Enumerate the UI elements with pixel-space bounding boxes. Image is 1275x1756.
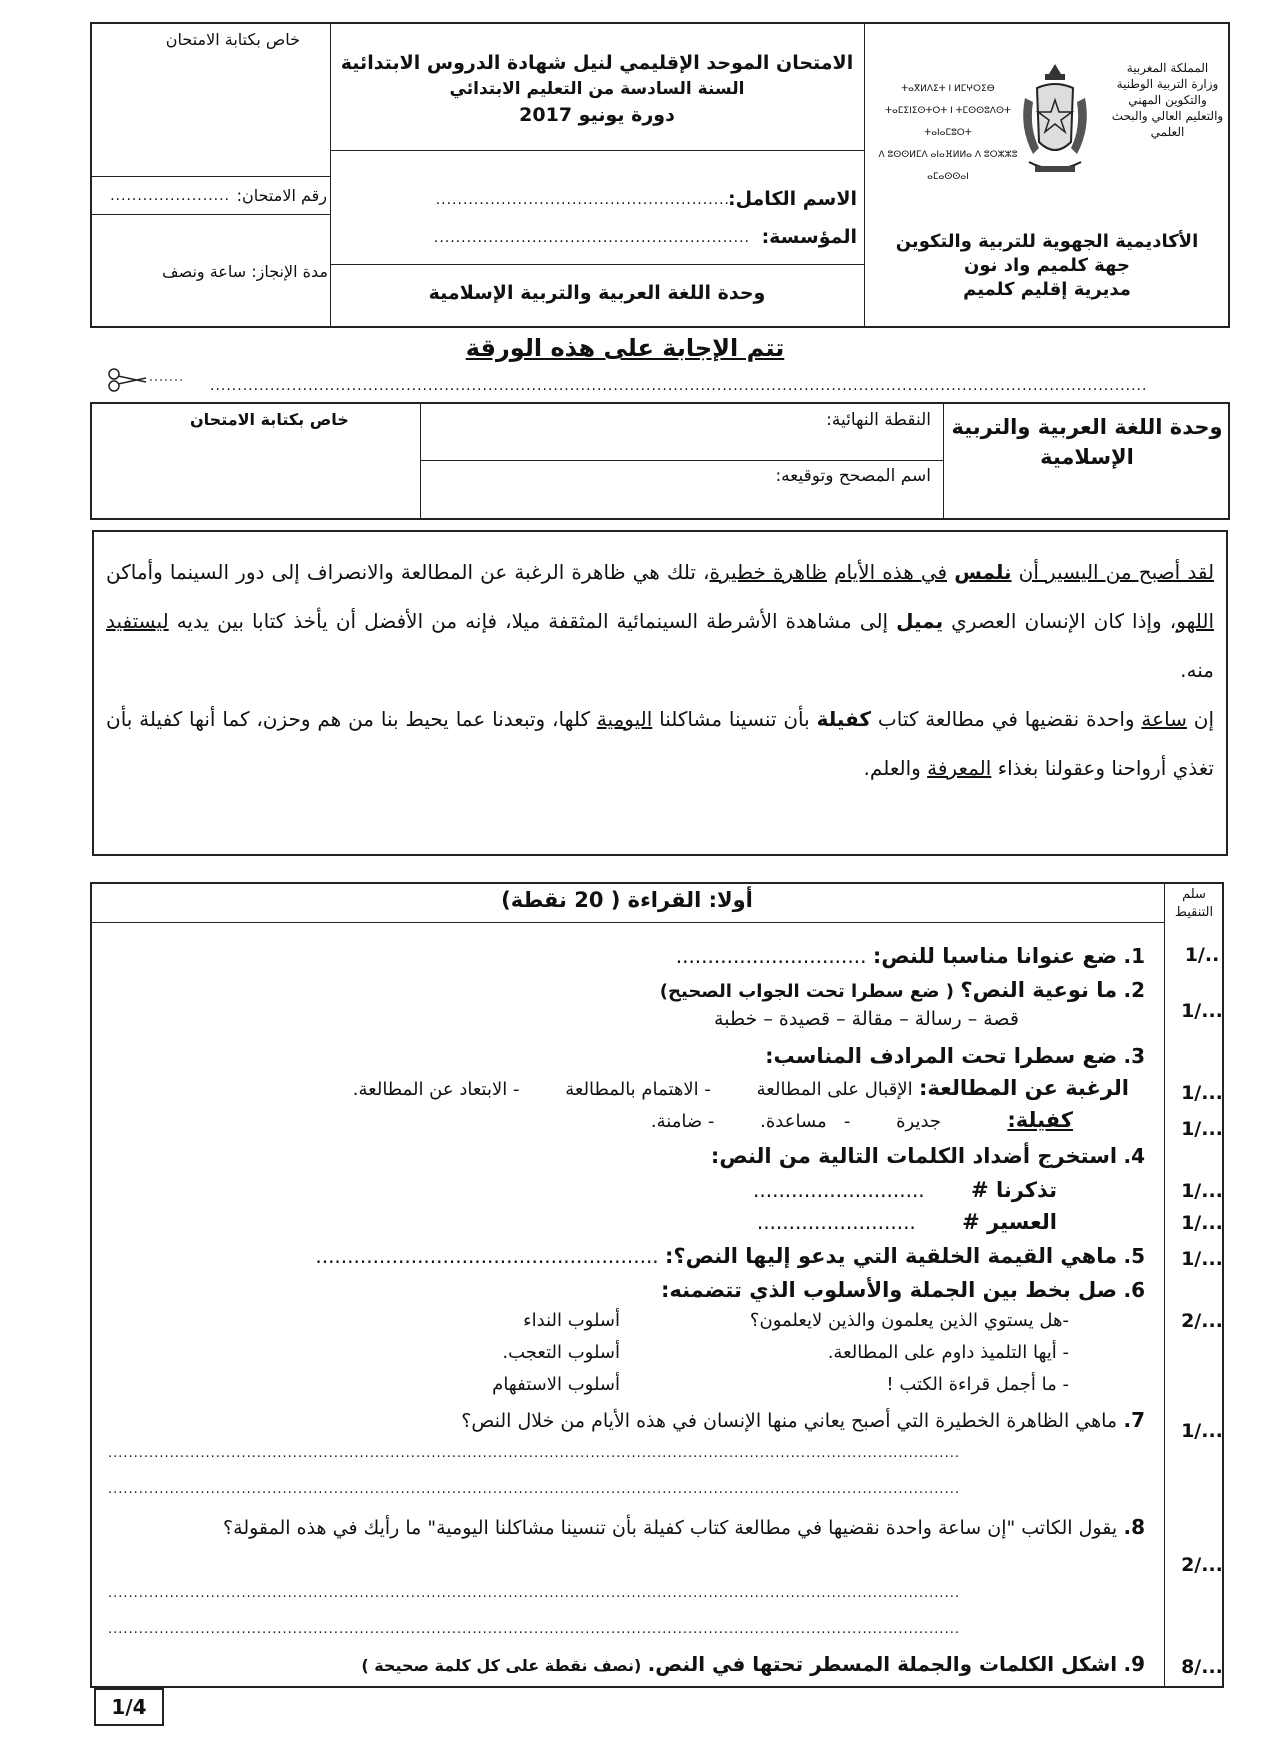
match-style-1[interactable]: أسلوب النداء <box>523 1310 620 1331</box>
text-run: ظاهرة خطيرة <box>709 560 828 584</box>
question-number: 8. <box>1123 1515 1145 1539</box>
answer-field[interactable]: ......................... <box>756 1210 916 1234</box>
grading-unit: وحدة اللغة العربية والتربية الإسلامية <box>951 415 1223 469</box>
text-run: بأن تنسينا مشاكلنا <box>659 707 810 731</box>
school-field[interactable]: .......................................................... <box>433 230 750 246</box>
academy-block <box>866 230 1228 302</box>
paragraph-2 <box>106 695 1214 793</box>
match-sentence-3[interactable]: - ما أجمل قراءة الكتب ! <box>886 1374 1069 1395</box>
text-run: اللهو <box>1176 609 1215 633</box>
unit-title: وحدة اللغة العربية والتربية الإسلامية <box>428 282 766 304</box>
synonym-options[interactable]: الإقبال على المطالعة - الاهتمام بالمطالعة - الابتعاد عن المطالعة. <box>352 1079 913 1100</box>
text-run: واحدة نقضيها في مطالعة كتاب <box>877 707 1135 731</box>
text-run: ، وإذا كان الإنسان العصري <box>951 609 1177 633</box>
score-3b[interactable]: 1/... <box>1181 1118 1223 1140</box>
ministry-line: والتكوين المهني <box>1128 93 1207 107</box>
question-1 <box>676 944 1145 968</box>
antonym-word: العسير # <box>962 1210 1057 1234</box>
text-run: نلمس <box>954 560 1012 584</box>
answer-field[interactable]: .............................. <box>675 944 867 968</box>
region-name: جهة كلميم واد نون <box>964 255 1130 276</box>
question-3 <box>765 1044 1145 1068</box>
tifinagh-line: ⵜⴰⵎⵉⵏⵉⵙⵜⵔⵜ ⵏ ⵜⵎⵙⵙⵓⴷⵙⵜ <box>885 106 1011 116</box>
text-run: يميل <box>896 609 944 633</box>
question-9 <box>361 1652 1145 1676</box>
score-8[interactable]: 2/... <box>1181 1554 1223 1576</box>
match-sentence-2[interactable]: - أيها التلميذ داوم على المطالعة. <box>827 1342 1069 1363</box>
match-style-3[interactable]: أسلوب الاستفهام <box>492 1374 620 1395</box>
question-text: ضع عنوانا مناسبا للنص: <box>872 944 1118 968</box>
question-7 <box>461 1408 1145 1432</box>
question-text: استخرج أضداد الكلمات التالية من النص: <box>710 1144 1118 1168</box>
synonym-row-a <box>353 1076 1129 1100</box>
ministry-line: المملكة المغربية <box>1126 61 1209 75</box>
text-run: لقد أصبح من اليسير أن <box>1018 560 1215 584</box>
exam-title: الامتحان الموحد الإقليمي لنيل شهادة الدروس الابتدائية <box>340 52 854 74</box>
question-number: 4. <box>1123 1144 1145 1168</box>
text-type-options[interactable]: قصة – رسالة – مقالة – قصيدة – خطبة <box>714 1008 1019 1030</box>
academy-name: الأكاديمية الجهوية للتربية والتكوين <box>895 231 1199 252</box>
reading-text <box>106 548 1214 793</box>
score-scale-label: سلم التنقيط <box>1174 887 1214 920</box>
match-sentence-1[interactable]: -هل يستوي الذين يعلمون والذين لايعلمون؟ <box>749 1310 1069 1331</box>
synonym-options[interactable]: جديرة - مساعدة. - ضامنة. <box>650 1111 942 1132</box>
question-6 <box>661 1278 1145 1302</box>
text-run: كفيلة <box>816 707 872 731</box>
reserved-label: خاص بكتابة الامتحان <box>165 30 300 49</box>
school-label: المؤسسة: <box>761 226 857 248</box>
paragraph-1 <box>106 548 1214 695</box>
final-score-label: النقطة النهائية: <box>826 410 931 430</box>
exam-number-field[interactable]: ...................... <box>110 188 230 204</box>
full-name-field[interactable]: ...................................................... <box>435 192 730 208</box>
score-6[interactable]: 2/... <box>1181 1310 1223 1332</box>
answer-line[interactable]: ...................................................................................................................................................................... <box>108 1622 960 1637</box>
text-run: ساعة <box>1141 707 1187 731</box>
question-text: يقول الكاتب "إن ساعة واحدة نقضيها في مطالعة كتاب كفيلة بأن تنسينا مشاكلنا اليومية" ما رأيك في هذه المقولة؟ <box>223 1517 1118 1539</box>
question-number: 6. <box>1123 1278 1145 1302</box>
score-4a[interactable]: 1/... <box>1181 1180 1223 1202</box>
exam-number-label: رقم الامتحان: <box>236 186 327 205</box>
corrector-label: اسم المصحح وتوقيعه: <box>775 466 931 486</box>
answer-notice: تتم الإجابة على هذه الورقة <box>465 334 785 362</box>
question-number: 2. <box>1123 978 1145 1002</box>
answer-line[interactable]: ...................................................................................................................................................................... <box>108 1446 960 1461</box>
question-8 <box>108 1512 1145 1543</box>
question-text: صل بخط بين الجملة والأسلوب الذي تتضمنه: <box>660 1278 1118 1302</box>
answer-field[interactable]: ........................... <box>753 1178 925 1202</box>
question-hint: ( ضع سطرا تحت الجواب الصحيح) <box>659 981 955 1002</box>
question-text: ماهي الظاهرة الخطيرة التي أصبح يعاني منها الإنسان في هذه الأيام من خلال النص؟ <box>461 1410 1118 1432</box>
score-9[interactable]: 8/... <box>1181 1656 1223 1678</box>
antonym-row-2 <box>757 1210 1057 1234</box>
grading-reserved: خاص بكتابة الامتحان <box>190 410 349 429</box>
antonym-word: تذكرنا # <box>971 1178 1057 1202</box>
text-run: المعرفة <box>927 756 992 780</box>
section-title: أولا: القراءة ( 20 نقطة) <box>501 888 753 912</box>
question-number: 5. <box>1123 1244 1145 1268</box>
page-number: 1/4 <box>94 1688 164 1726</box>
score-3a[interactable]: 1/... <box>1181 1082 1223 1104</box>
full-name-label: الاسم الكامل: <box>727 188 857 210</box>
text-run: إلى مشاهدة الأشرطة السينمائية المثقفة ميلا، فإنه من الأفضل أن يأخذ كتابا بين يديه <box>176 609 889 633</box>
question-text: ضع سطرا تحت المرادف المناسب: <box>765 1044 1118 1068</box>
tifinagh-line: ⵜⴰⴳⵍⴷⵉⵜ ⵏ ⵍⵎⵖⵔⵉⴱ <box>901 84 995 94</box>
exam-title-block <box>332 50 862 128</box>
text-run: منه. <box>1180 658 1214 682</box>
tifinagh-line: ⴷ ⵓⵙⵙⵍⵎⴷ ⴰⵏⴰⴼⵍⵍⴰ ⴷ ⵓⵔⵣⵣⵓ ⴰⵎⴰⵙⵙⴰⵏ <box>878 150 1018 182</box>
text-run: ، تلك هي ظاهرة الرغبة عن المطالعة والانصراف إلى دور السينما وأماكن <box>106 560 710 584</box>
tifinagh-line: ⵜⴰⵏⴰⵎⵓⵔⵜ <box>924 128 972 138</box>
synonym-word: كفيلة: <box>1007 1108 1073 1132</box>
ministry-line: وزارة التربية الوطنية <box>1116 77 1219 91</box>
answer-line[interactable]: ...................................................................................................................................................................... <box>108 1482 960 1497</box>
coat-of-arms-icon <box>1015 58 1095 188</box>
antonym-row-1 <box>753 1178 1057 1202</box>
answer-field[interactable]: ...................................................... <box>315 1244 659 1268</box>
scissors-icon <box>106 368 186 392</box>
question-text: ماهي القيمة الخلقية التي يدعو إليها النص؟: <box>665 1244 1118 1268</box>
question-text: ما نوعية النص؟ <box>960 978 1118 1002</box>
synonym-row-b <box>651 1108 1073 1132</box>
question-2 <box>660 978 1145 1002</box>
score-4b[interactable]: 1/... <box>1181 1212 1223 1234</box>
question-number: 1. <box>1123 944 1145 968</box>
match-style-2[interactable]: أسلوب التعجب. <box>502 1342 620 1363</box>
score-1[interactable]: 1/.. <box>1184 944 1220 966</box>
cut-line: ............................................................................................................................................................................ <box>210 378 1148 394</box>
directorate-name: مديرية إقليم كلميم <box>963 279 1131 300</box>
score-5[interactable]: 1/... <box>1181 1248 1223 1270</box>
score-2[interactable]: 1/... <box>1181 1000 1223 1022</box>
score-7[interactable]: 1/... <box>1181 1420 1223 1442</box>
question-number: 3. <box>1123 1044 1145 1068</box>
question-number: 7. <box>1123 1408 1145 1432</box>
ministry-block <box>1110 60 1225 140</box>
tifinagh-block <box>878 78 1018 188</box>
text-run: كلها، وتبعدنا عما يحيط بنا من هم وحزن، كما أنها كفيلة بأن تغذي أرواحنا وعقولنا بغذاء <box>106 707 1214 780</box>
question-4 <box>711 1144 1145 1168</box>
text-run: في هذه الأيام <box>834 560 948 584</box>
text-run: اليومية <box>596 707 653 731</box>
ministry-line: والتعليم العالي والبحث العلمي <box>1111 109 1224 139</box>
answer-line[interactable]: ...................................................................................................................................................................... <box>108 1586 960 1601</box>
question-text: اشكل الكلمات والجملة المسطر تحتها في النص. <box>647 1652 1118 1676</box>
question-number: 9. <box>1123 1652 1145 1676</box>
exam-session: دورة يونيو 2017 <box>519 104 675 126</box>
question-hint: (نصف نقطة على كل كلمة صحيحة ) <box>361 1656 642 1675</box>
synonym-word: الرغبة عن المطالعة: <box>918 1076 1129 1100</box>
question-5 <box>315 1244 1145 1268</box>
text-run: ليستفيد <box>106 609 169 633</box>
text-run: إن <box>1193 707 1215 731</box>
exam-duration: مدة الإنجاز: ساعة ونصف <box>162 262 328 281</box>
exam-level: السنة السادسة من التعليم الابتدائي <box>449 79 745 99</box>
text-run: والعلم. <box>863 756 921 780</box>
